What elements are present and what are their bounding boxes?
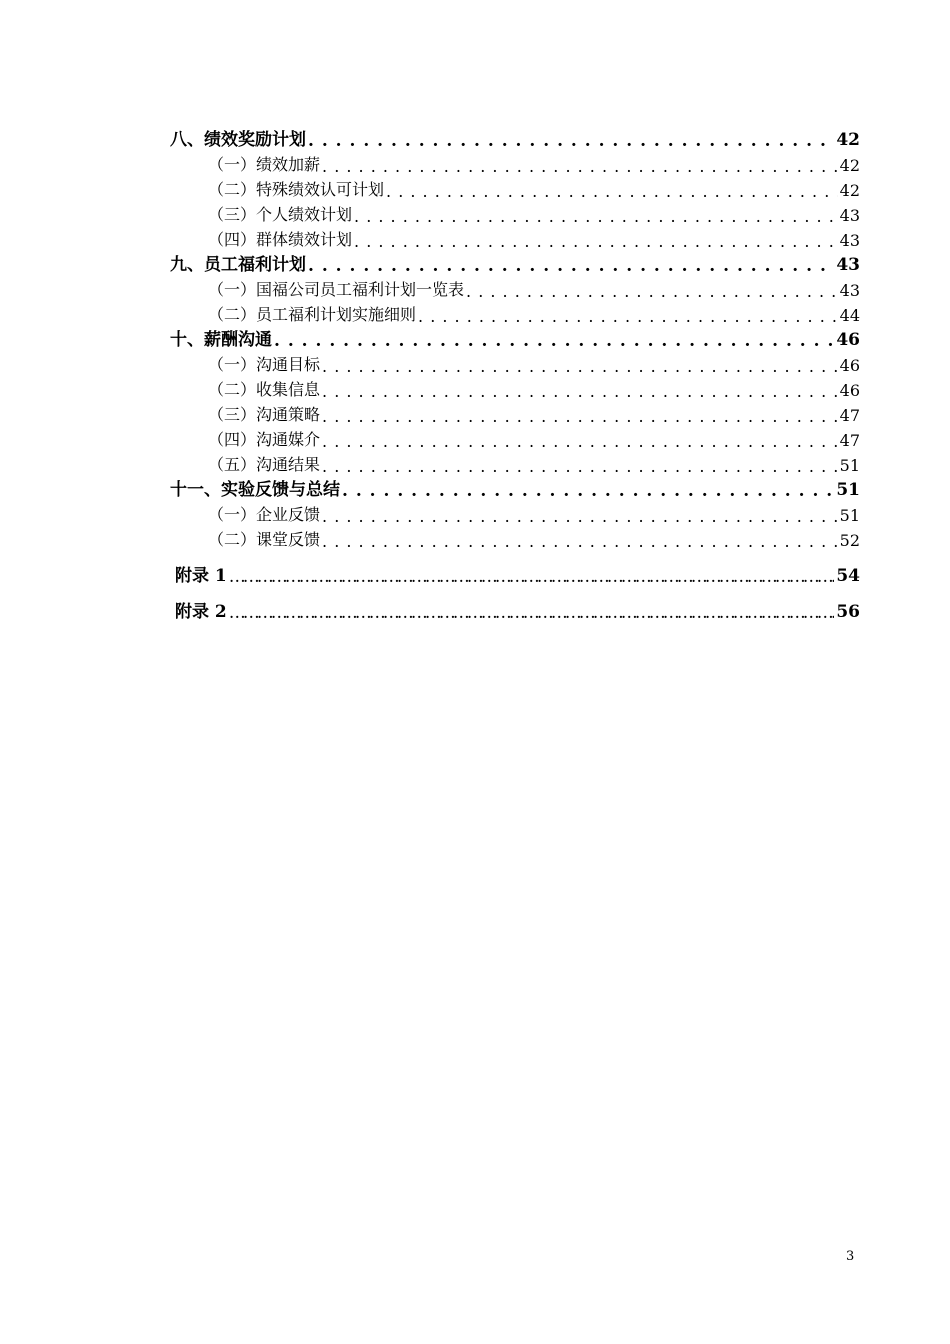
toc-appendix-entry[interactable] [170,586,860,622]
toc-entry-page: 51 [839,456,860,475]
toc-dot-leader [418,309,838,325]
toc-entry-label: （四）群体绩效计划 [208,230,353,249]
toc-entry-page: 56 [836,602,860,622]
toc-entry-label: 十一、实验反馈与总结 [170,480,340,500]
toc-dot-leader [229,605,835,622]
toc-subsection-entry[interactable] [170,450,860,475]
toc-entry-label: （一）国福公司员工福利计划一览表 [208,280,465,299]
toc-entry-label: 附录 1 [175,566,227,586]
toc-dot-leader [322,459,838,475]
toc-entry-page: 44 [839,306,860,325]
toc-dot-leader [322,384,838,400]
toc-dot-leader [386,184,838,200]
toc-entry-page: 43 [839,281,860,300]
toc-entry-page: 47 [839,406,860,425]
toc-entry-label: （二）员工福利计划实施细则 [208,305,417,324]
toc-entry-page: 54 [836,566,860,586]
toc-entry-label: 十、薪酬沟通 [170,330,272,350]
toc-section-entry[interactable] [170,325,860,350]
table-of-contents [170,125,860,622]
toc-appendix-entry[interactable] [170,550,860,586]
toc-dot-leader [342,483,834,500]
toc-dot-leader [274,333,834,350]
toc-subsection-entry[interactable] [170,350,860,375]
toc-entry-label: （一）企业反馈 [208,505,321,524]
toc-entry-page: 52 [839,531,860,550]
toc-entry-page: 47 [839,431,860,450]
toc-subsection-entry[interactable] [170,275,860,300]
toc-subsection-entry[interactable] [170,400,860,425]
toc-subsection-entry[interactable] [170,175,860,200]
toc-subsection-entry[interactable] [170,225,860,250]
toc-entry-page: 42 [839,156,860,175]
toc-section-entry[interactable] [170,475,860,500]
toc-dot-leader [354,209,838,225]
toc-subsection-entry[interactable] [170,425,860,450]
toc-subsection-entry[interactable] [170,525,860,550]
toc-entry-page: 51 [839,506,860,525]
toc-entry-page: 42 [839,181,860,200]
toc-subsection-entry[interactable] [170,375,860,400]
toc-entry-label: （三）个人绩效计划 [208,205,353,224]
toc-entry-page: 46 [839,381,860,400]
toc-dot-leader [354,234,838,250]
toc-entry-label: （一）沟通目标 [208,355,321,374]
toc-dot-leader [308,133,834,150]
toc-entry-label: 附录 2 [175,602,227,622]
toc-subsection-entry[interactable] [170,500,860,525]
toc-dot-leader [322,509,838,525]
toc-section-entry[interactable] [170,125,860,150]
toc-entry-label: （二）特殊绩效认可计划 [208,180,385,199]
toc-dot-leader [322,159,838,175]
toc-entry-page: 42 [836,130,860,150]
toc-dot-leader [322,409,838,425]
toc-entry-label: （二）课堂反馈 [208,530,321,549]
toc-subsection-entry[interactable] [170,150,860,175]
toc-entry-label: 八、绩效奖励计划 [170,130,306,150]
toc-entry-page: 43 [839,206,860,225]
toc-entry-page: 43 [839,231,860,250]
toc-entry-label: （二）收集信息 [208,380,321,399]
toc-entry-label: （五）沟通结果 [208,455,321,474]
toc-dot-leader [229,569,835,586]
toc-section-entry[interactable] [170,250,860,275]
toc-entry-label: 九、员工福利计划 [170,255,306,275]
page-number: 3 [846,1249,855,1264]
toc-dot-leader [322,359,838,375]
toc-dot-leader [466,284,838,300]
toc-subsection-entry[interactable] [170,300,860,325]
toc-dot-leader [322,434,838,450]
toc-entry-page: 51 [836,480,860,500]
toc-dot-leader [322,534,838,550]
toc-entry-label: （一）绩效加薪 [208,155,321,174]
toc-entry-label: （三）沟通策略 [208,405,321,424]
toc-entry-page: 46 [839,356,860,375]
toc-entry-page: 46 [836,330,860,350]
toc-subsection-entry[interactable] [170,200,860,225]
toc-dot-leader [308,258,834,275]
toc-entry-page: 43 [836,255,860,275]
toc-entry-label: （四）沟通媒介 [208,430,321,449]
